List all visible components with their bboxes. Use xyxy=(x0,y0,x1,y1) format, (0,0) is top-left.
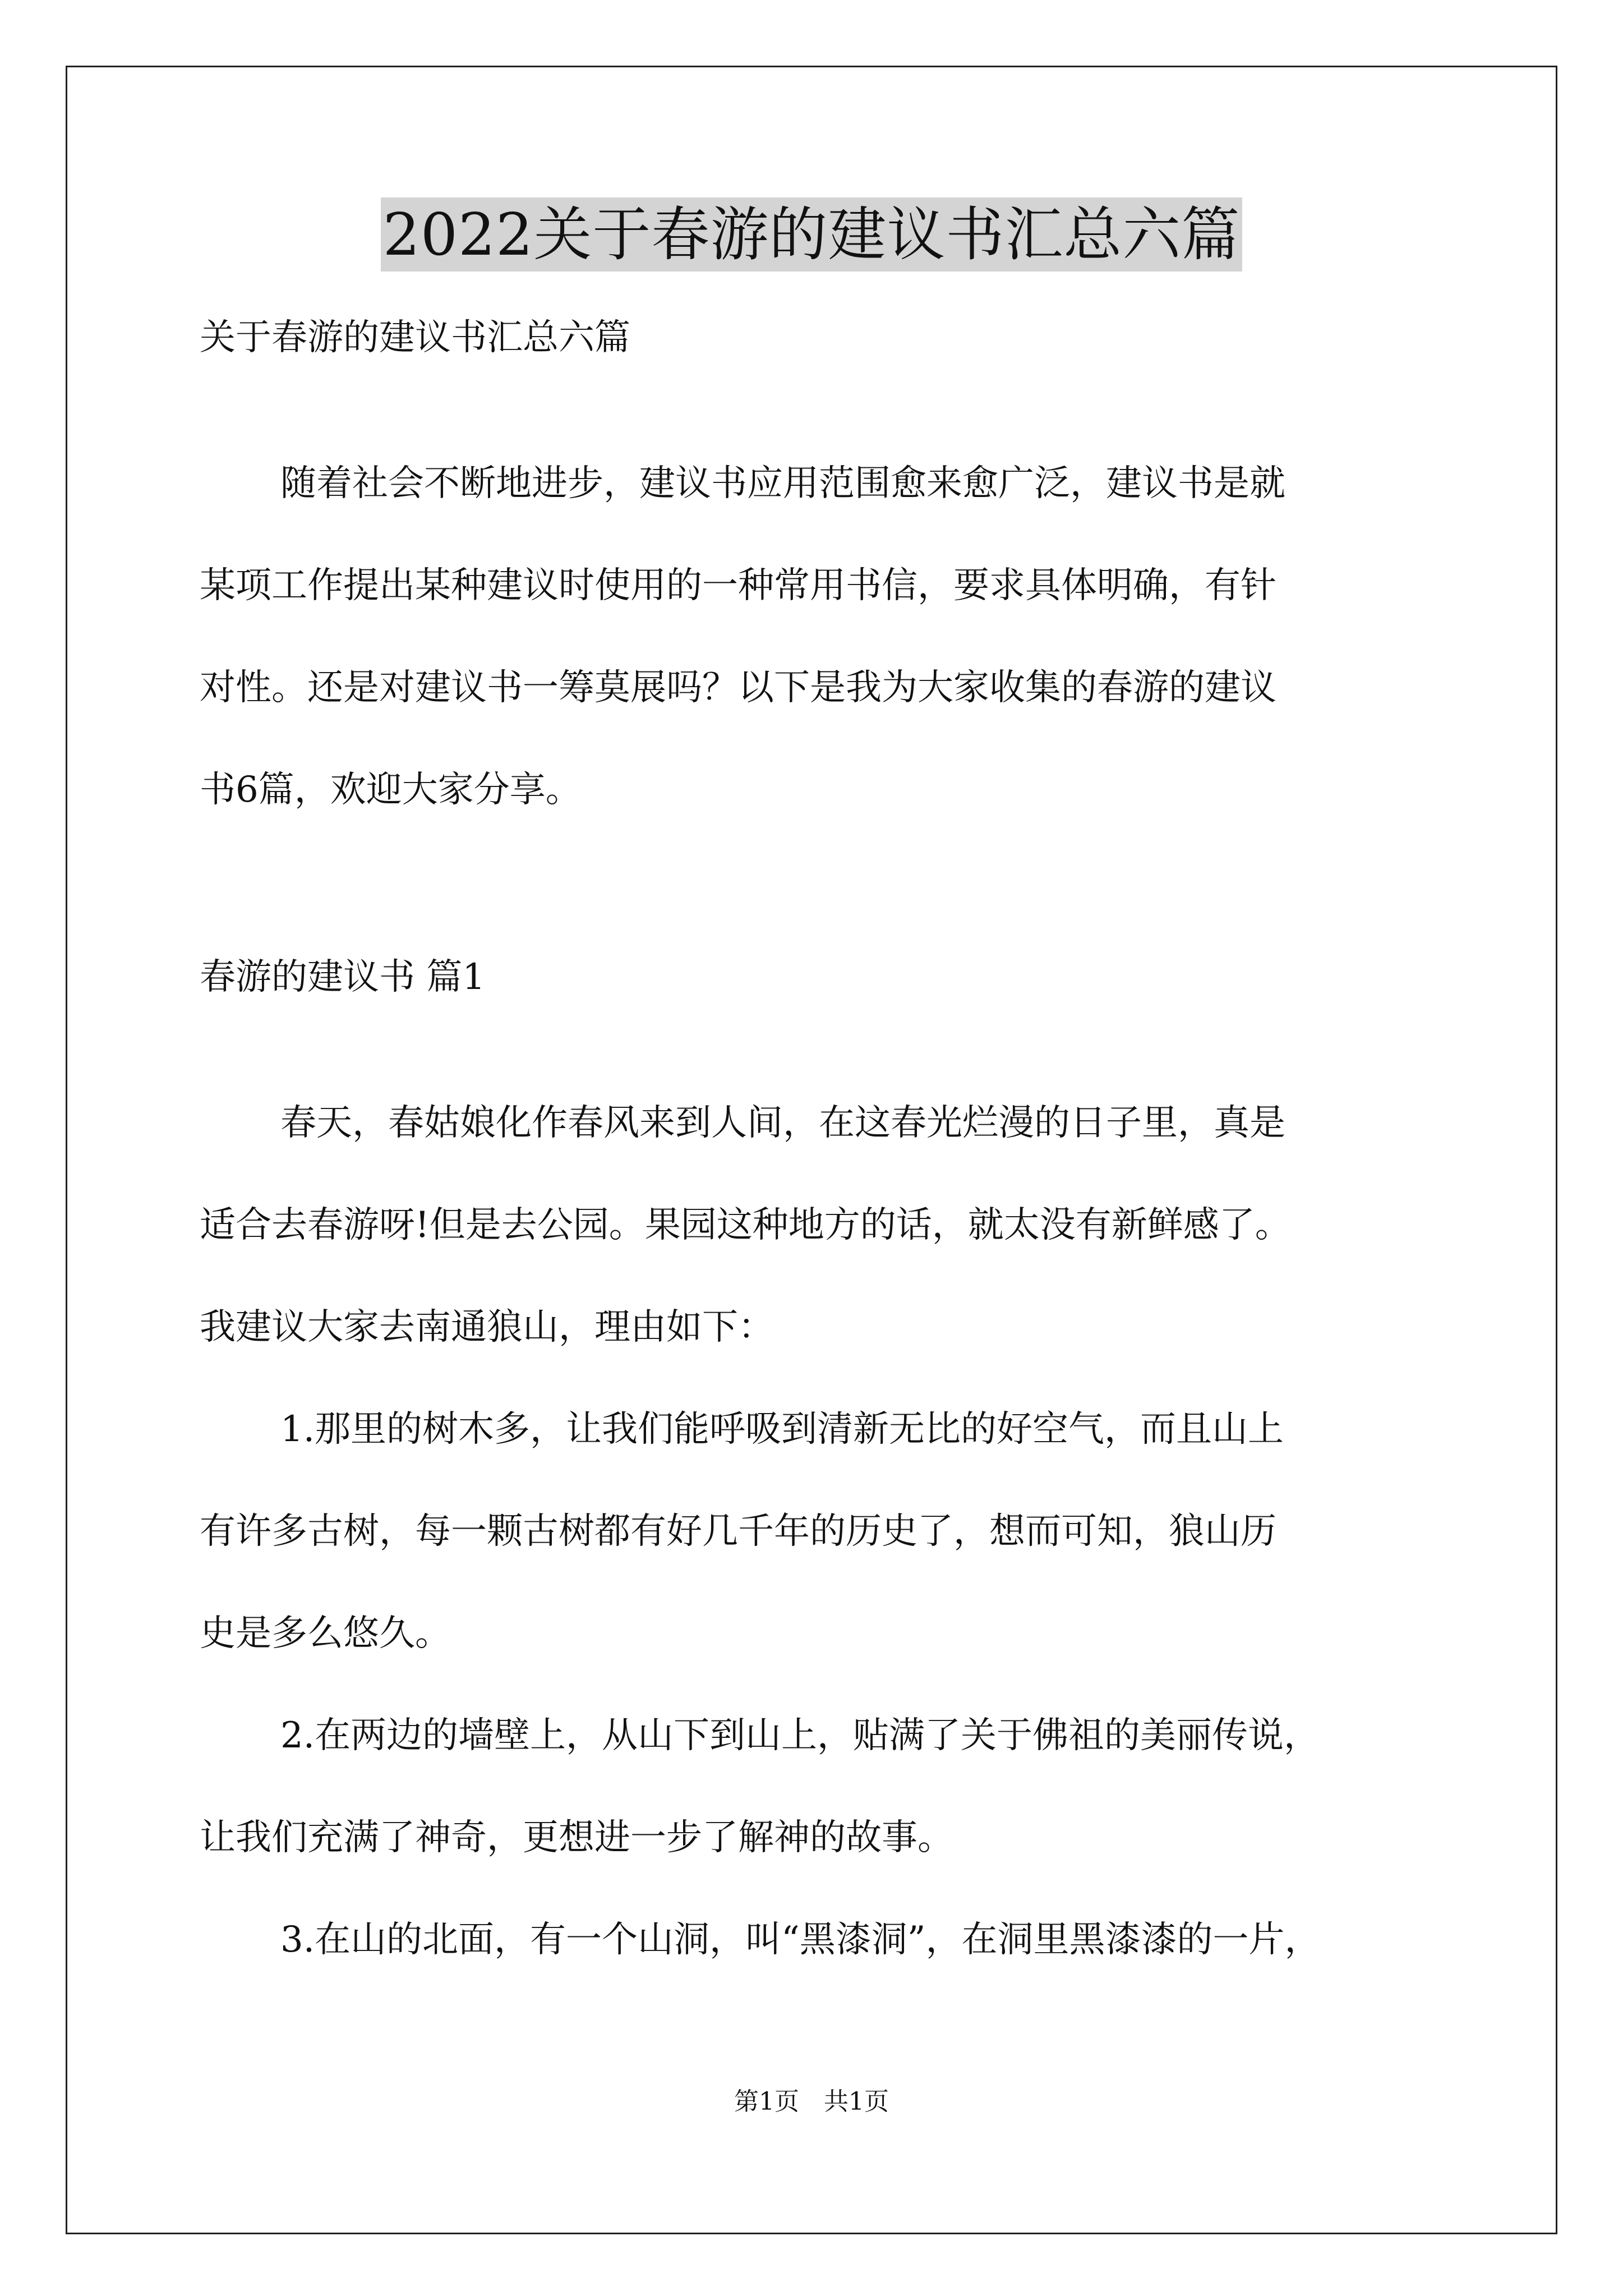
page-border xyxy=(66,66,1557,2234)
text-line: 让我们充满了神奇，更想进一步了解神的故事。 xyxy=(200,1817,953,1858)
document-title-text: 2022关于春游的建议书汇总六篇 xyxy=(381,197,1243,272)
text-line: 某项工作提出某种建议时使用的一种常用书信，要求具体明确，有针 xyxy=(200,565,1276,606)
text-line: 1.那里的树木多，让我们能呼吸到清新无比的好空气，而且山上 xyxy=(280,1409,1284,1450)
text-line: 有许多古树，每一颗古树都有好几千年的历史了，想而可知，狼山历 xyxy=(200,1511,1276,1552)
page-number: 第1页 共1页 xyxy=(734,2087,889,2116)
text-line: 2.在两边的墙壁上，从山下到山上，贴满了关于佛祖的美丽传说， xyxy=(280,1715,1320,1756)
text-line: 书6篇，欢迎大家分享。 xyxy=(200,769,582,811)
text-line: 我建议大家去南通狼山，理由如下： xyxy=(200,1306,774,1348)
text-line: 对性。还是对建议书一筹莫展吗？以下是我为大家收集的春游的建议 xyxy=(200,667,1276,708)
text-line: 史是多么悠久。 xyxy=(200,1613,451,1654)
text-line: 随着社会不断地进步，建议书应用范围愈来愈广泛，建议书是就 xyxy=(280,463,1285,504)
text-line: 春天，春姑娘化作春风来到人间，在这春光烂漫的日子里，真是 xyxy=(280,1102,1285,1144)
text-line: 3.在山的北面，有一个山洞，叫“黑漆洞”，在洞里黑漆漆的一片， xyxy=(280,1919,1321,1961)
section-heading: 春游的建议书 篇1 xyxy=(200,956,486,998)
text-line: 适合去春游呀!但是去公园。果园这种地方的话，就太没有新鲜感了。 xyxy=(200,1204,1291,1246)
subtitle-line: 关于春游的建议书汇总六篇 xyxy=(200,317,630,358)
document-title xyxy=(0,197,1623,272)
